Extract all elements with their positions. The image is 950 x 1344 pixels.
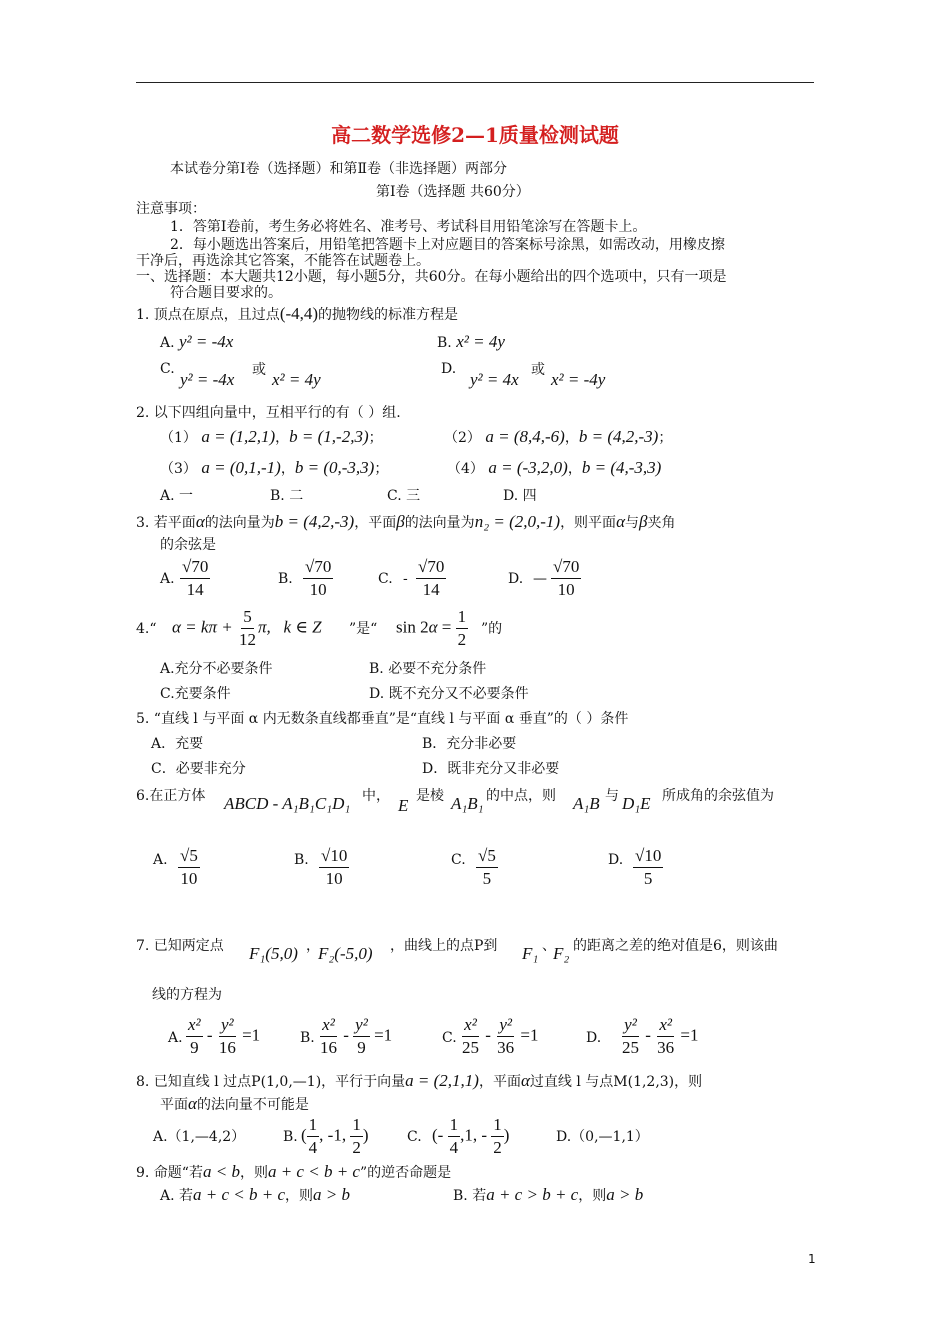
q3-option-b — [303, 556, 333, 601]
q2-group1 — [160, 428, 383, 447]
q3-stem-2: 的余弦是 — [160, 537, 216, 553]
q1-b-label: B. — [437, 335, 452, 351]
q3-stem-b: 的法向量为 — [204, 515, 275, 531]
q8-c-label: C. — [407, 1129, 422, 1145]
q8-option-d: D.（0,—1,1） — [556, 1129, 649, 1145]
q6-stem-e: 与 — [605, 788, 619, 804]
q3-option-d — [551, 556, 581, 601]
q6-cube-text: ABCD - A₁B₁C₁D₁ — [224, 794, 351, 813]
q7-stem-2: 线的方程为 — [152, 987, 222, 1003]
q2-group3 — [160, 459, 388, 478]
notice-2a: 2．每小题选出答案后，用铅笔把答题卡上对应题目的答案标号涂黑，如需改动，用橡皮擦 — [170, 237, 725, 253]
q9-b-p: a + c > b + c — [486, 1185, 579, 1204]
q7-option-d: $\frac{\text{y²}}{25}$ - $\frac{\text{x²}}{36}$ =1 — [622, 1015, 699, 1057]
q1-point: (-4,4) — [279, 304, 319, 323]
q7-option-c: $\frac{\text{x²}}{25}$ - $\frac{\text{y²}}{36}$ =1 — [462, 1015, 539, 1057]
q6-e-text: E — [398, 796, 409, 815]
q9-option-b — [453, 1186, 643, 1205]
q3-c-minus: - — [403, 571, 408, 587]
q6-a-frac: $\frac{√5}{10}$ — [180, 846, 198, 888]
q6-stem-d: 的中点，则 — [486, 788, 556, 804]
q2-g1-a: a = (1,2,1) — [201, 427, 276, 446]
page-title: 高二数学选修2—1质量检测试题 — [331, 123, 619, 147]
q9-stem-a: 9. 命题“若 — [136, 1165, 203, 1181]
q3-beta: β — [396, 512, 405, 531]
q6-e — [398, 797, 408, 816]
q3-n1: b = (4,2,-3) — [274, 512, 355, 531]
q1-d-eq2 — [551, 371, 605, 390]
q6-b-den: 10 — [325, 869, 343, 888]
q2-g4-b: b = (4,-3,3) — [581, 458, 662, 477]
q3-a-frac: $\frac{√70}{14}$ — [182, 557, 209, 599]
q3-option-a — [180, 556, 210, 601]
q3-option-c — [416, 556, 446, 601]
q2-g3-a: a = (0,1,-1) — [201, 458, 281, 477]
q6-option-b — [319, 845, 349, 890]
q1-c-eq2-text: x² = 4y — [272, 370, 321, 389]
q6-a-den: 10 — [180, 869, 198, 888]
q8-b-label: B. — [283, 1129, 298, 1145]
q7-option-a: $\frac{\text{x²}}{9}$ - $\frac{\text{y²}}{16}$ =1 — [188, 1015, 261, 1057]
q4-frac-1 — [237, 606, 258, 651]
q8-stem2-a: 平面 — [160, 1097, 188, 1113]
q6-cube — [224, 795, 350, 814]
q1-stem-b: 的抛物线的标准方程是 — [318, 307, 459, 323]
q3-alpha: α — [195, 512, 205, 531]
q2-stem: 2. 以下四组向量中，互相平行的有（ ）组. — [136, 405, 401, 421]
q6-d-label: D. — [608, 852, 624, 868]
q6-stem-f: 所成角的余弦值为 — [662, 788, 774, 804]
q3-c-den: 14 — [422, 580, 440, 599]
q5-option-b: B．充分非必要 — [422, 736, 517, 752]
notice-1: 1．答第Ⅰ卷前，考生务必将姓名、准考号、考试科目用铅笔涂写在答题卡上。 — [170, 219, 647, 235]
q3-c-rad: 70 — [427, 557, 445, 576]
q6-c-den: 5 — [482, 869, 492, 888]
q7-f1 — [249, 945, 298, 964]
q1-d-eq2-text: x² = -4y — [551, 370, 606, 389]
q3-b-frac: $\frac{√70}{10}$ — [305, 557, 332, 599]
q6-c-rad: 5 — [487, 846, 496, 865]
q9-a-q: a > b — [313, 1185, 351, 1204]
q4-quote-open: “ — [149, 621, 157, 637]
q3-stem-d: 的法向量为 — [404, 515, 475, 531]
q8-option-b: ( $\frac{1}{4}$ , -1, $\frac{1}{2}$ ) — [301, 1115, 369, 1157]
q6-c-label: C. — [451, 852, 466, 868]
q3-stem-g: 夹角 — [647, 515, 676, 531]
q4-frac1-den: 12 — [238, 630, 256, 649]
q4-condition-2: sin 2α = $\frac{1}{2}$ — [396, 607, 467, 649]
q3-b-den: 10 — [309, 580, 327, 599]
q3-c-frac: $\frac{√70}{14}$ — [418, 557, 445, 599]
q2-g3-label: （3） — [160, 461, 197, 477]
q9-stem-b: ，则 — [239, 1165, 268, 1181]
q4-condition: α = kπ + $\frac{5}{12}$ π, k ∈ Z — [172, 607, 322, 649]
q6-d-frac: $\frac{√10}{5}$ — [635, 846, 662, 888]
q3-d-rad: 70 — [562, 557, 580, 576]
q6-stem-c: 是棱 — [416, 788, 444, 804]
q6-a-rad: 5 — [189, 846, 198, 865]
q1-stem — [136, 305, 458, 324]
q9-stem-c: ”的逆否命题是 — [359, 1165, 452, 1181]
notice-heading: 注意事项： — [136, 201, 206, 217]
q2-g4-a: a = (-3,2,0) — [488, 458, 568, 477]
q9-b-q: a > b — [606, 1185, 644, 1204]
q4-option-c: C.充要条件 — [160, 686, 231, 702]
q6-b-label: B. — [294, 852, 309, 868]
q9-b-mid: ，则 — [578, 1188, 607, 1204]
q8-vec: a = (2,1,1) — [405, 1071, 479, 1090]
q2-g4-label: （4） — [447, 461, 484, 477]
q2-group2 — [444, 428, 672, 447]
q6-b-frac: $\frac{√10}{10}$ — [321, 846, 348, 888]
q4-end: ”的 — [481, 621, 503, 637]
q3-d-label: D. — [508, 571, 524, 587]
q1-option-c — [180, 371, 234, 390]
q4-option-a: A.充分不必要条件 — [160, 661, 273, 677]
q9-q: a + c < b + c — [267, 1162, 360, 1181]
section1-b: 符合题目要求的。 — [170, 285, 282, 301]
q1-c-eq2 — [272, 371, 321, 390]
q3-d-den: 10 — [557, 580, 575, 599]
q7-f2 — [318, 945, 373, 964]
q7-dun: 、 — [542, 938, 556, 954]
q4-option-d: D. 既不充分又不必要条件 — [369, 686, 529, 702]
q6-edge-text: A₁B₁ — [451, 794, 484, 813]
q7-stem-a: 7. 已知两定点 — [136, 938, 224, 954]
q6-stem-a: 6.在正方体 — [136, 788, 206, 804]
q2-g1-b: b = (1,-2,3) — [289, 427, 369, 446]
q3-d-minus: — — [533, 571, 547, 587]
q3-alpha-2: α — [616, 512, 625, 531]
q2-g3-b: b = (0,-3,3) — [294, 458, 375, 477]
q2-g1-label: （1） — [160, 430, 197, 446]
q2-g1-sep: ， — [275, 430, 290, 446]
q7-stem-c: 的距离之差的绝对值是6，则该曲 — [573, 938, 778, 954]
q9-p: a < b — [202, 1162, 240, 1181]
q3-b-rad: 70 — [314, 557, 332, 576]
q6-b-rad: 10 — [330, 846, 348, 865]
q3-stem-f: 与 — [625, 515, 639, 531]
q1-stem-a: 1. 顶点在原点，且过点 — [136, 307, 280, 323]
q2-group4 — [447, 459, 661, 478]
q2-g2-b: b = (4,2,-3) — [578, 427, 659, 446]
q4-option-b: B. 必要不充分条件 — [369, 661, 487, 677]
q8-stem: 8. 已知直线 l 过点P(1,0,—1)，平行于向量a = (2,1,1)，平面α过直线 l 与点M(1,2,3)，则 — [136, 1071, 703, 1090]
q3-c-label: C. — [378, 571, 393, 587]
q2-g2-label: （2） — [444, 430, 481, 446]
q4-number: 4. — [136, 621, 150, 637]
q6-edge — [451, 795, 484, 814]
q7-d-label: D. — [586, 1030, 602, 1046]
q1-c-or: 或 — [252, 362, 266, 378]
q3-stem-a: 3. 若平面 — [136, 515, 196, 531]
q3-a-rad: 70 — [191, 557, 209, 576]
q7-f2-text: F₂(-5,0) — [318, 944, 373, 963]
section1-a: 一、选择题：本大题共12小题，每小题5分，共60分。在每小题给出的四个选项中，只有一项是 — [136, 269, 727, 285]
q5-option-d: D．既非充分又非必要 — [422, 761, 560, 777]
q6-l1 — [573, 795, 600, 814]
q8-stem-c: 过直线 l 与点M(1,2,3)，则 — [529, 1074, 703, 1090]
q7-stem-b: ，曲线上的点P到 — [390, 938, 498, 954]
q6-option-a — [178, 845, 200, 890]
q1-a-eq: y² = -4x — [179, 332, 234, 351]
q3-stem-c: ，平面 — [354, 515, 397, 531]
q2-option-a: A. 一 — [160, 488, 194, 504]
q2-g3-semi: ； — [374, 461, 389, 477]
q6-stem-b: 中， — [362, 788, 390, 804]
q3-d-frac: $\frac{√70}{10}$ — [553, 557, 580, 599]
q9-a-label: A. 若 — [160, 1188, 194, 1204]
q2-g2-a: a = (8,4,-6) — [485, 427, 565, 446]
q7-f1s-text: F₁ — [522, 944, 539, 963]
q3-beta-2: β — [639, 512, 648, 531]
q6-a-label: A. — [153, 852, 168, 868]
q1-d-eq1: y² = 4x — [470, 370, 519, 389]
q3-stem — [136, 513, 675, 532]
q4-frac2-num: 1 — [456, 606, 469, 629]
q7-a-label: A. — [168, 1030, 183, 1046]
q7-f1s — [522, 945, 538, 964]
q9-a-p: a + c < b + c — [193, 1185, 286, 1204]
page-number: 1 — [808, 1252, 816, 1266]
q5-option-a: A．充要 — [151, 736, 204, 752]
q8-stem2-b: 的法向量不可能是 — [196, 1097, 309, 1113]
q9-b-label: B. 若 — [453, 1188, 487, 1204]
q7-f2s — [553, 945, 569, 964]
q9-a-mid: ，则 — [285, 1188, 314, 1204]
q7-option-b: $\frac{\text{x²}}{16}$ - $\frac{\text{y²}}{9}$ =1 — [320, 1015, 393, 1057]
q6-option-d — [633, 845, 663, 890]
q1-a-label: A. — [160, 335, 175, 351]
q2-option-b: B. 二 — [270, 488, 304, 504]
q2-option-d: D. 四 — [503, 488, 537, 504]
q6-c-frac: $\frac{√5}{5}$ — [478, 846, 496, 888]
q1-option-d — [470, 371, 519, 390]
q3-stem-e: ，则平面 — [560, 515, 617, 531]
q7-f2s-text: F₂ — [553, 944, 570, 963]
q4-frac1-num: 5 — [241, 606, 254, 629]
q9-option-a — [160, 1186, 350, 1205]
q5-stem: 5. “直线 l 与平面 α 内无数条直线都垂直”是“直线 l 与平面 α 垂直”的（ ）条件 — [136, 711, 629, 727]
q2-g2-semi: ； — [658, 430, 673, 446]
q6-option-c — [476, 845, 498, 890]
q3-a-label: A. — [160, 571, 175, 587]
q6-l1-text: A₁B — [573, 794, 600, 813]
q7-comma: ， — [306, 938, 320, 954]
q1-b-eq: x² = 4y — [456, 332, 505, 351]
q3-b-label: B. — [278, 571, 293, 587]
q1-d-or: 或 — [531, 362, 545, 378]
q1-c-eq1: y² = -4x — [180, 370, 235, 389]
q8-stem-2: 平面α的法向量不可能是 — [160, 1094, 309, 1113]
q1-d-label: D. — [441, 361, 457, 377]
q8-option-c: (- $\frac{1}{4}$ ,1, - $\frac{1}{2}$ ) — [432, 1115, 510, 1157]
q4-frac2-den: 2 — [457, 630, 467, 649]
q4-frac-2 — [456, 606, 469, 651]
q8-stem-b: ，平面 — [478, 1074, 521, 1090]
q6-d-den: 5 — [643, 869, 653, 888]
q2-option-c: C. 三 — [387, 488, 421, 504]
q3-n2: n₂ = (2,0,-1) — [474, 512, 561, 531]
part1-heading: 第Ⅰ卷（选择题 共60分） — [376, 184, 530, 200]
q1-option-b — [437, 333, 505, 352]
q2-g4-sep: ， — [567, 461, 582, 477]
q7-b-label: B. — [300, 1030, 315, 1046]
notice-2b: 干净后，再选涂其它答案，不能答在试题卷上。 — [136, 253, 430, 269]
q4-stem — [136, 620, 157, 638]
q9-stem — [136, 1163, 451, 1182]
q6-d-rad: 10 — [644, 846, 662, 865]
q2-g2-sep: ， — [564, 430, 579, 446]
q3-a-den: 14 — [186, 580, 204, 599]
q7-c-label: C. — [442, 1030, 457, 1046]
q5-option-c: C．必要非充分 — [151, 761, 246, 777]
q2-g1-semi: ； — [368, 430, 383, 446]
q2-g3-sep: ， — [280, 461, 295, 477]
q7-f1-text: F₁(5,0) — [249, 944, 298, 963]
q1-option-a — [160, 333, 233, 352]
intro-text: 本试卷分第Ⅰ卷（选择题）和第Ⅱ卷（非选择题）两部分 — [170, 161, 508, 177]
q1-c-label: C. — [160, 361, 175, 377]
q4-mid: ”是“ — [349, 621, 378, 637]
header-rule — [136, 82, 814, 83]
q6-l2-text: D₁E — [622, 794, 651, 813]
q8-option-a: A.（1,—4,2） — [153, 1129, 246, 1145]
q8-stem-a: 8. 已知直线 l 过点P(1,0,—1)，平行于向量 — [136, 1074, 406, 1090]
q6-l2 — [622, 795, 651, 814]
